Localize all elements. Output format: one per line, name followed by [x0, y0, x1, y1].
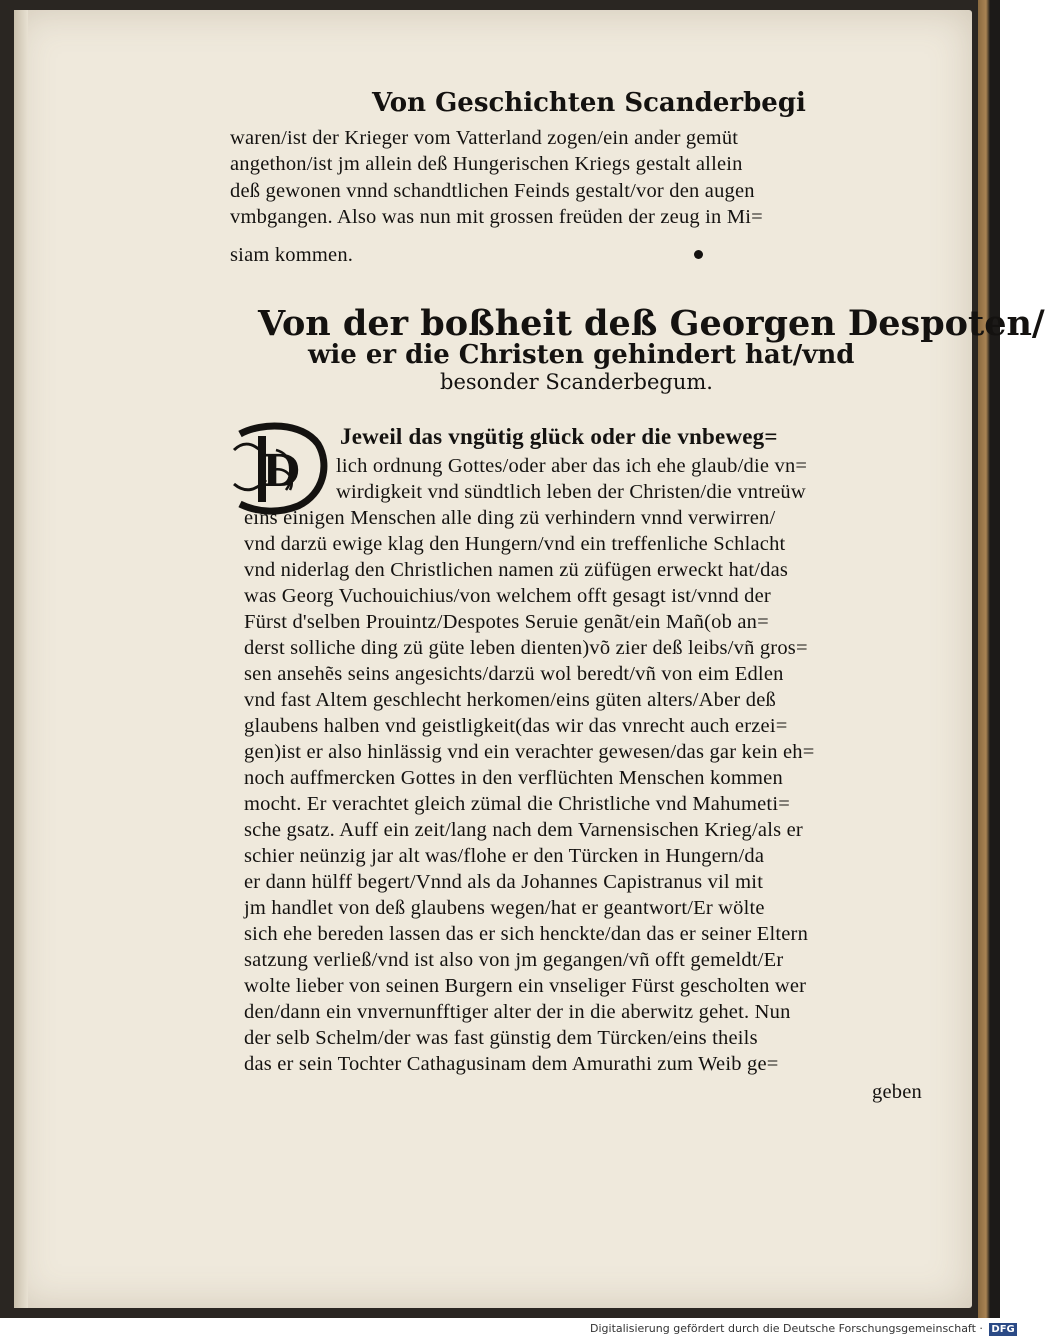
digitization-footer	[590, 1322, 1017, 1336]
section-heading-line: wie er die Christen gehindert hat/vnd	[308, 340, 855, 370]
running-head: Von Geschichten Scanderbegi	[372, 88, 806, 118]
intro-line: vmbgangen. Also was nun mit grossen freüden der zeug in Mi=	[230, 206, 763, 228]
paragraph-line: wirdigkeit vnd sündtlich leben der Christen/die vntreüw	[336, 481, 806, 503]
paragraph-line: satzung verließ/vnd ist also von jm gegangen/vñ offt gemeldt/Er	[244, 949, 784, 971]
paragraph-line: sich ehe bereden lassen das er sich henckte/dan das er seiner Eltern	[244, 923, 809, 945]
paragraph-line: mocht. Er verachtet gleich zümal die Christliche vnd Mahumeti=	[244, 793, 790, 815]
section-heading-line: besonder Scanderbegum.	[440, 370, 713, 394]
paragraph-line: derst solliche ding zü güte leben dienten)võ zier deß leibs/vñ gros=	[244, 637, 808, 659]
paragraph-line: gen)ist er also hinlässig vnd ein verachter gewesen/das gar kein eh=	[244, 741, 815, 763]
paragraph-line: er dann hülff begert/Vnnd als da Johannes Capistranus vil mit	[244, 871, 764, 893]
catchword: geben	[872, 1081, 922, 1103]
paragraph-line: Jeweil das vngütig glück oder die vnbeweg=	[340, 424, 778, 449]
paragraph-line: was Georg Vuchouichius/von welchem offt gesagt ist/vnnd der	[244, 585, 771, 607]
intro-line: waren/ist der Krieger vom Vatterland zogen/ein ander gemüt	[230, 127, 739, 149]
paragraph-line: wolte lieber von seinen Burgern ein vnseliger Fürst gescholten wer	[244, 975, 807, 997]
paragraph-line: vnd darzü ewige klag den Hungern/vnd ein treffenliche Schlacht	[244, 533, 786, 555]
paragraph-line: vnd fast Altem geschlecht herkomen/eins güten alters/Aber deß	[244, 689, 776, 711]
paragraph-line: noch auffmercken Gottes in den verflüchten Menschen kommen	[244, 767, 783, 789]
paragraph-line: das er sein Tochter Cathagusinam dem Amurathi zum Weib ge=	[244, 1053, 779, 1075]
paragraph-line: glaubens halben vnd geistligkeit(das wir das vnrecht auch erzei=	[244, 715, 788, 737]
initial-letter: D	[261, 446, 301, 497]
intro-line: siam kommen.	[230, 244, 354, 266]
paragraph-line: sche gsatz. Auff ein zeit/lang nach dem Varnensischen Krieg/als er	[244, 819, 803, 841]
intro-line: angethon/ist jm allein deß Hungerischen Kriegs gestalt allein	[230, 153, 743, 175]
paragraph-line: sen ansehẽs seins angesichts/darzü wol beredt/vñ von eim Edlen	[244, 663, 784, 685]
paragraph-line: vnd niderlag den Christlichen namen zü züfügen erweckt hat/das	[244, 559, 789, 581]
paragraph-line: der selb Schelm/der was fast günstig dem Türcken/eins theils	[244, 1027, 758, 1049]
paragraph-line: den/dann ein vnvernunfftiger alter der in die aberwitz gehet. Nun	[244, 1001, 791, 1023]
decorated-initial	[232, 420, 330, 516]
page-edge	[972, 0, 1000, 1318]
footer-text: Digitalisierung gefördert durch die Deutsche Forschungsgemeinschaft ·	[590, 1322, 983, 1335]
intro-line: deß gewonen vnnd schandtlichen Feinds gestalt/vor den augen	[230, 180, 755, 202]
paragraph-line: jm handlet von deß glaubens wegen/hat er geantwort/Er wölte	[244, 897, 765, 919]
paragraph-line: Fürst d'selben Prouintz/Despotes Seruie genãt/ein Mañ(ob an=	[244, 611, 769, 633]
section-heading-line: Von der boßheit deß Georgen Despoten/	[258, 303, 1045, 344]
paragraph-line: eins einigen Menschen alle ding zü verhindern vnnd verwirren/	[244, 507, 776, 529]
paragraph-line: lich ordnung Gottes/oder aber das ich ehe glaub/die vn=	[336, 455, 808, 477]
paragraph-line: schier neünzig jar alt was/flohe er den Türcken in Hungern/da	[244, 845, 765, 867]
page-gutter	[14, 10, 28, 1308]
dfg-logo: DFG	[991, 1323, 1015, 1335]
ornament-dot	[694, 250, 703, 259]
